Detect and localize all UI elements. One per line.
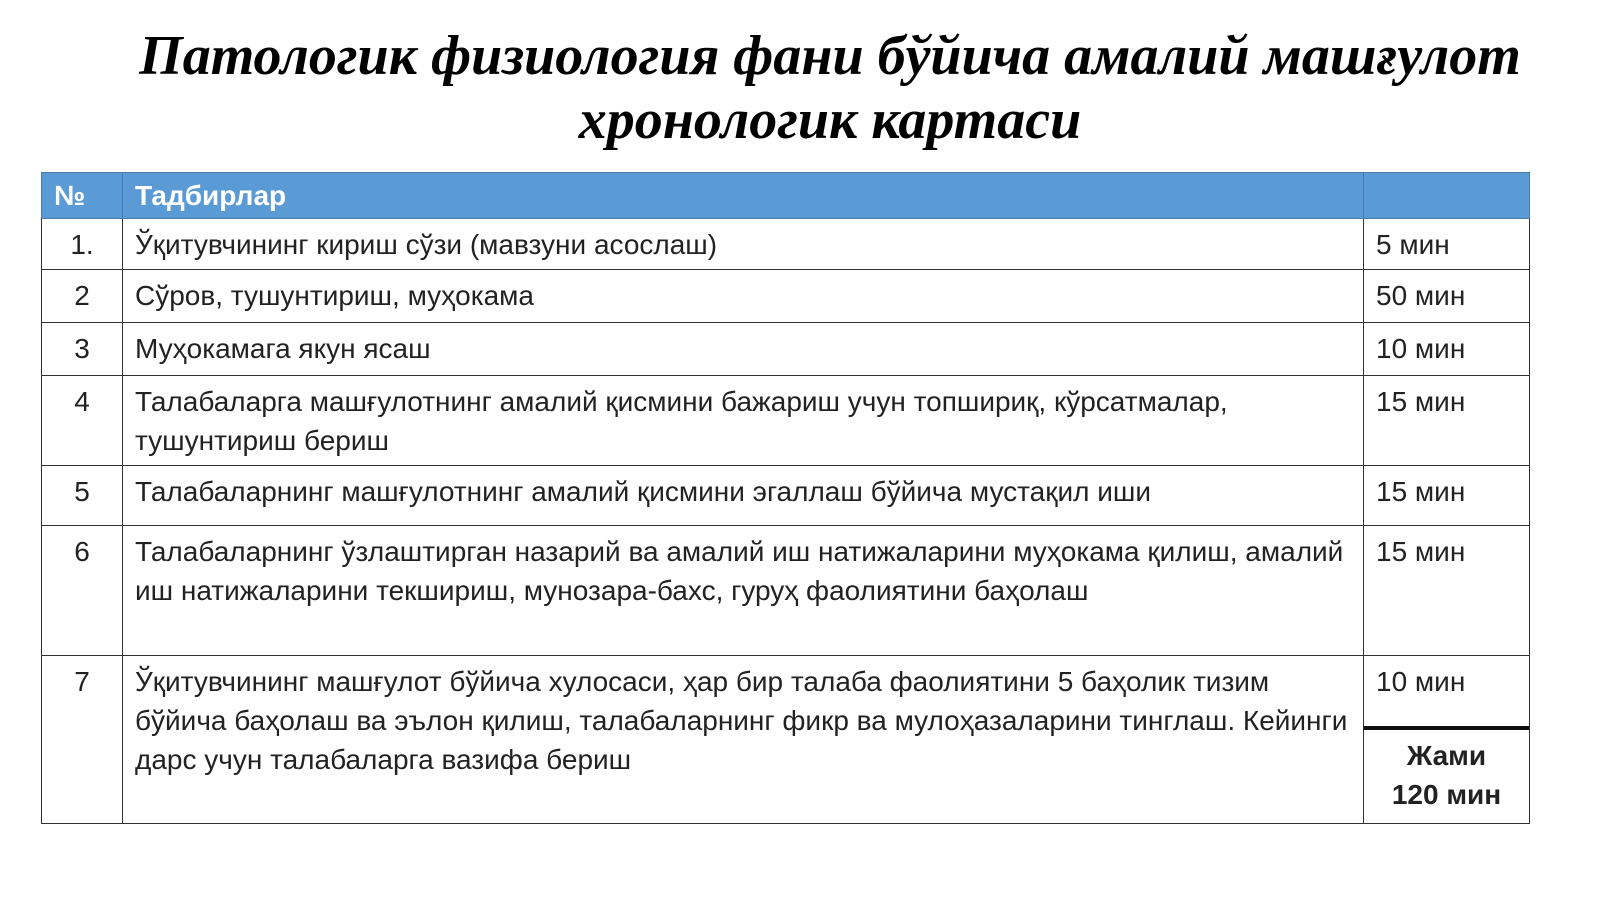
table-row xyxy=(42,526,1530,656)
total-label: Жами xyxy=(1406,740,1487,771)
row-time: 5 мин xyxy=(1364,219,1530,270)
row-number: 6 xyxy=(42,526,123,656)
table-row xyxy=(42,376,1530,466)
title-line-1: Патологик физиология фани бўйича амалий машғулот xyxy=(139,25,1521,87)
table-header-row xyxy=(42,173,1530,219)
table-row xyxy=(42,270,1530,323)
row-time: 10 мин xyxy=(1364,656,1529,730)
table-row xyxy=(42,656,1530,824)
row-time: 50 мин xyxy=(1364,270,1530,323)
row-number: 1. xyxy=(42,219,123,270)
row-time: 15 мин xyxy=(1364,466,1530,526)
row-time: 10 мин xyxy=(1364,323,1530,376)
row-activity: Ўқитувчининг машғулот бўйича хулосаси, ҳар бир талаба фаолиятини 5 баҳолик тизим бўйича баҳолаш ва эълон қилиш, талабаларнинг фикр ва мулоҳазаларини тинглаш. Кейинги дарс учун талабаларга вазифа бериш xyxy=(123,656,1364,824)
table-row xyxy=(42,323,1530,376)
row-number: 2 xyxy=(42,270,123,323)
header-number: № xyxy=(42,173,123,219)
row-activity: Сўров, тушунтириш, муҳокама xyxy=(123,270,1364,323)
title-line-2: хронологик картаси xyxy=(578,89,1082,151)
row-activity: Муҳокамага якун ясаш xyxy=(123,323,1364,376)
row-number: 5 xyxy=(42,466,123,526)
row-activity: Ўқитувчининг кириш сўзи (мавзуни асослаш) xyxy=(123,219,1364,270)
row-time: 15 мин xyxy=(1364,376,1530,466)
table-row xyxy=(42,219,1530,270)
table-row xyxy=(42,466,1530,526)
total-summary xyxy=(1364,730,1529,818)
row-activity: Талабаларга машғулотнинг амалий қисмини бажариш учун топшириқ, кўрсатмалар, тушунтириш бериш xyxy=(123,376,1364,466)
row-time-cell xyxy=(1364,656,1530,824)
schedule-table xyxy=(41,172,1530,824)
header-time xyxy=(1364,173,1530,219)
total-value: 120 мин xyxy=(1391,779,1502,810)
row-activity: Талабаларнинг машғулотнинг амалий қисмини эгаллаш бўйича мустақил иши xyxy=(123,466,1364,526)
row-activity: Талабаларнинг ўзлаштирган назарий ва амалий иш натижаларини муҳокама қилиш, амалий иш натижаларини текшириш, мунозара-бахс, гуруҳ фаолиятини баҳолаш xyxy=(123,526,1364,656)
row-number: 3 xyxy=(42,323,123,376)
row-number: 7 xyxy=(42,656,123,824)
row-time: 15 мин xyxy=(1364,526,1530,656)
page-title xyxy=(40,24,1600,152)
header-activities: Тадбирлар xyxy=(123,173,1364,219)
row-number: 4 xyxy=(42,376,123,466)
